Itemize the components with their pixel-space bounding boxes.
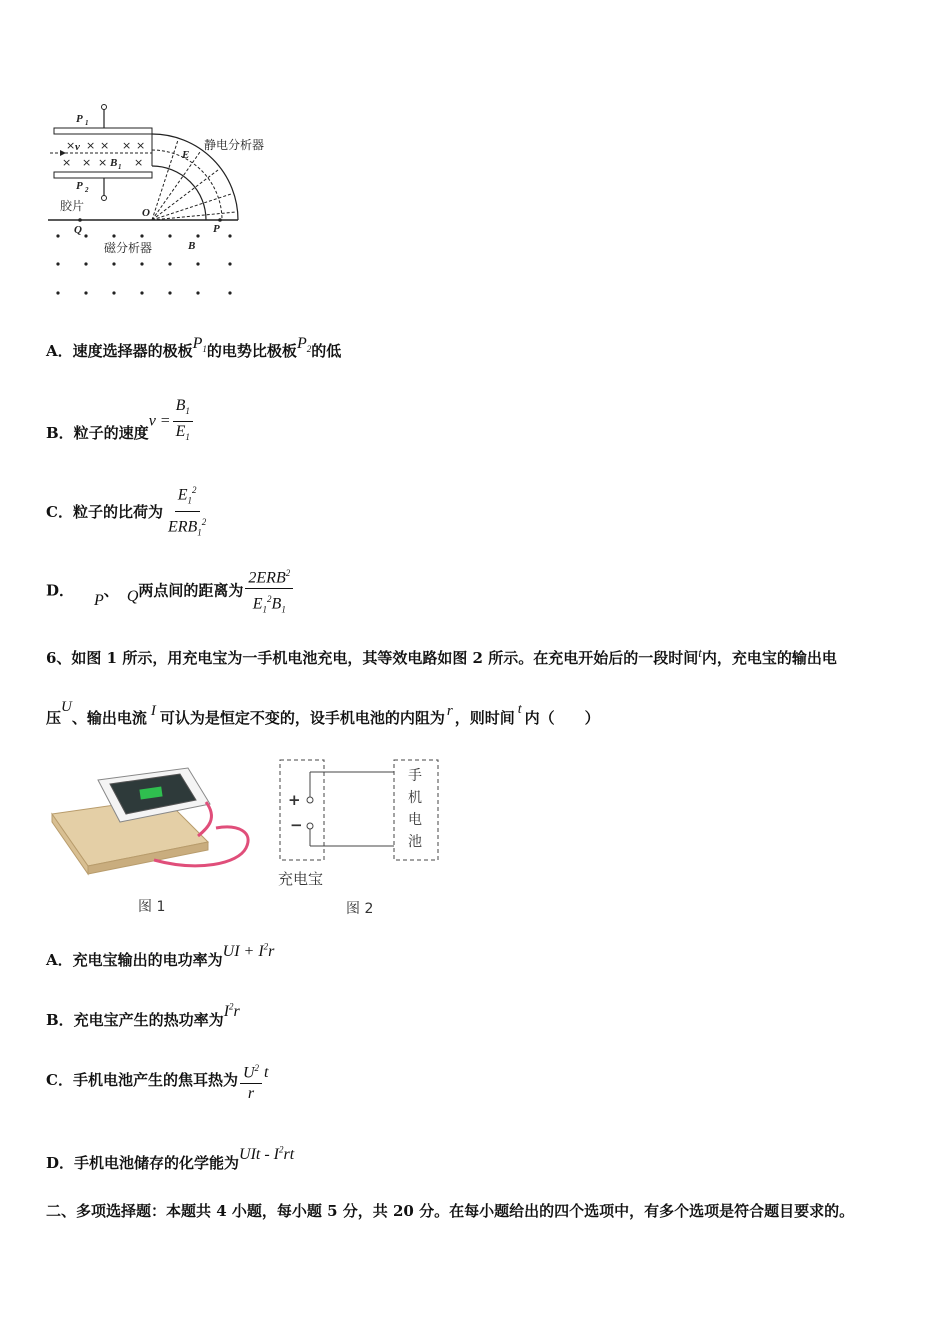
label-e: E <box>182 149 190 161</box>
svg-text:×: × <box>136 139 146 152</box>
q5-option-b: B．粒子的速度v = $\frac{B_1}{E_1}$ <box>46 396 195 447</box>
svg-text:×: × <box>86 139 96 152</box>
label-electrostatic-analyzer: 静电分析器 <box>204 138 265 152</box>
q6-option-d: D．手机电池储存的化学能为UIt - $I^2rt$ <box>46 1144 295 1172</box>
minus-sign: − <box>290 816 303 834</box>
label-q: Q <box>74 224 82 236</box>
figure-1-power-bank-photo <box>48 762 258 892</box>
label-film: 胶片 <box>60 199 85 213</box>
svg-text:×: × <box>62 156 72 169</box>
label-p2: P <box>76 180 83 192</box>
svg-text:×: × <box>134 156 144 169</box>
figure-1-caption: 图 1 <box>138 899 166 915</box>
section-2-heading: 二、多项选择题：本题共 4 小题，每小题 5 分，共 20 分。在每小题给出的四个选项中，有多个选项是符合题目要求的。 <box>46 1202 855 1220</box>
svg-text:×: × <box>122 139 132 152</box>
phone-battery-char-1: 手 <box>408 768 422 784</box>
q6-stem-line1: 6、如图 1 所示，用充电宝为一手机电池充电，其等效电路如图 2 所示。在充电开始后的一段时间t内，充电宝的输出电 <box>46 645 837 667</box>
figure-2-caption: 图 2 <box>346 901 374 917</box>
label-magnetic-analyzer: 磁分析器 <box>104 241 153 255</box>
svg-text:×: × <box>66 139 76 152</box>
svg-text:1: 1 <box>118 163 122 171</box>
svg-text:×: × <box>100 139 110 152</box>
svg-text:1: 1 <box>85 119 89 127</box>
label-p: P <box>213 223 220 235</box>
mass-spectrometer-figure <box>48 100 298 305</box>
label-v: v <box>75 141 80 153</box>
q6-option-b: B．充电宝产生的热功率为$I^2r$ <box>46 1001 240 1029</box>
label-b: B <box>188 240 196 252</box>
phone-battery-char-2: 机 <box>408 790 422 806</box>
q6-stem-line2: 压U、输出电流 I 可认为是恒定不变的，设手机电池的内阻为 r ，则时间 t 内（ ） <box>46 699 600 727</box>
q5-option-a: A．速度选择器的极板$P_1$的电势比极板$P_2$的低 <box>46 335 342 360</box>
phone-battery-char-3: 电 <box>408 812 422 828</box>
plus-sign: + <box>288 791 301 809</box>
svg-text:×: × <box>98 156 108 169</box>
svg-text:2: 2 <box>85 186 89 194</box>
phone-battery-char-4: 池 <box>408 834 422 850</box>
label-b1: B <box>110 157 118 169</box>
figure-2-power-bank-label: 充电宝 <box>278 870 324 888</box>
label-o: O <box>142 207 150 219</box>
svg-text:×: × <box>82 156 92 169</box>
label-p1: P <box>76 113 83 125</box>
q5-option-d: D．P、 Q两点间的距离为 $\frac{2ERB^2}{E_1^2B_1}$ <box>46 563 295 620</box>
q6-option-a: A．充电宝输出的电功率为UI + $I^2r$ <box>46 941 275 969</box>
q5-option-c: C．粒子的比荷为 $\frac{E_1^2}{ERB_1^2}$ <box>46 480 211 542</box>
q6-option-c: C．手机电池产生的焦耳热为 $\frac{U^2}{r}$ t <box>46 1058 268 1104</box>
figure-2-circuit <box>276 756 444 866</box>
